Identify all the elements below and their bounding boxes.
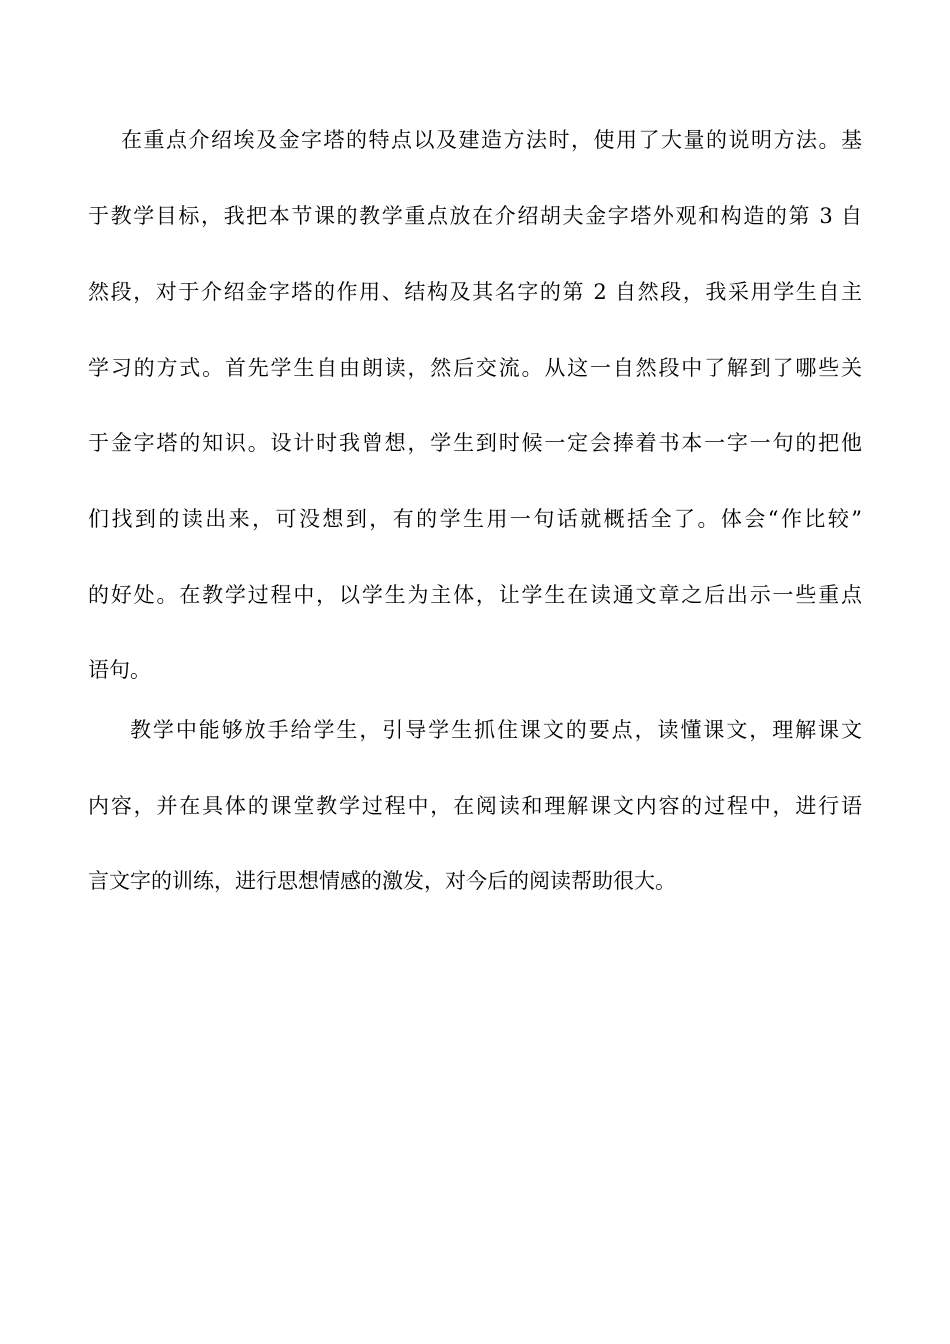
- text-line: 在重点介绍埃及金字塔的特点以及建造方法时，使用了大量的说明方法。基: [121, 128, 862, 152]
- text-line: 于教学目标，我把本节课的教学重点放在介绍胡夫金字塔外观和构造的第 3 自: [88, 204, 862, 228]
- text-line: 学习的方式。首先学生自由朗读，然后交流。从这一自然段中了解到了哪些关: [88, 356, 862, 380]
- text-line: 于金字塔的知识。设计时我曾想，学生到时候一定会捧着书本一字一句的把他: [88, 431, 862, 455]
- text-line: 内容，并在具体的课堂教学过程中，在阅读和理解课文内容的过程中，进行语: [88, 794, 862, 818]
- text-line: 的好处。在教学过程中，以学生为主体，让学生在读通文章之后出示一些重点: [88, 583, 862, 607]
- text-line: 然段，对于介绍金字塔的作用、结构及其名字的第 2 自然段，我采用学生自主: [88, 280, 862, 304]
- text-line: 语句。: [88, 658, 151, 682]
- text-line: 们找到的读出来，可没想到，有的学生用一句话就概括全了。体会“作比较”: [88, 507, 862, 531]
- text-line: 教学中能够放手给学生，引导学生抓住课文的要点，读懂课文，理解课文: [130, 718, 862, 742]
- text-line: 言文字的训练，进行思想情感的激发，对今后的阅读帮助很大。: [88, 869, 676, 893]
